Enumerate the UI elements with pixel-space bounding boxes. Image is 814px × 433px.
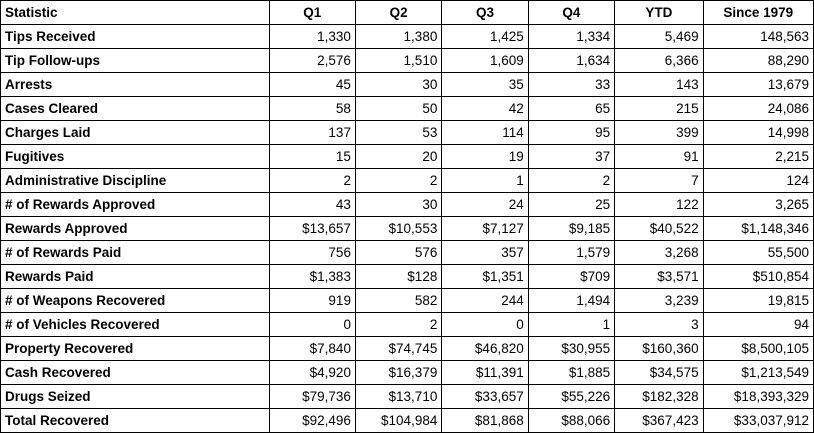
cell-ytd: 215 xyxy=(615,97,703,121)
cell-q2: 30 xyxy=(355,73,441,97)
table-row xyxy=(1,169,814,193)
row-label: # of Vehicles Recovered xyxy=(1,313,270,337)
table-row xyxy=(1,313,814,337)
cell-since-1979: 88,290 xyxy=(703,49,813,73)
cell-q1: 919 xyxy=(269,289,355,313)
cell-ytd: 3 xyxy=(615,313,703,337)
cell-q4: $1,885 xyxy=(528,361,614,385)
cell-q2: 1,510 xyxy=(355,49,441,73)
cell-q3: $1,351 xyxy=(442,265,528,289)
table-row xyxy=(1,193,814,217)
cell-since-1979: 13,679 xyxy=(703,73,813,97)
cell-q3: $33,657 xyxy=(442,385,528,409)
row-label: Tips Received xyxy=(1,25,270,49)
cell-since-1979: 94 xyxy=(703,313,813,337)
table-row xyxy=(1,241,814,265)
cell-q3: $46,820 xyxy=(442,337,528,361)
cell-q2: 30 xyxy=(355,193,441,217)
cell-q4: $30,955 xyxy=(528,337,614,361)
row-label: Tip Follow-ups xyxy=(1,49,270,73)
row-label: # of Rewards Approved xyxy=(1,193,270,217)
cell-q4: 33 xyxy=(528,73,614,97)
cell-since-1979: 55,500 xyxy=(703,241,813,265)
cell-ytd: $34,575 xyxy=(615,361,703,385)
cell-q1: $79,736 xyxy=(269,385,355,409)
cell-q2: $13,710 xyxy=(355,385,441,409)
cell-q3: $81,868 xyxy=(442,409,528,433)
cell-q1: 43 xyxy=(269,193,355,217)
cell-q4: $709 xyxy=(528,265,614,289)
cell-q4: 25 xyxy=(528,193,614,217)
table-row xyxy=(1,361,814,385)
cell-q4: 37 xyxy=(528,145,614,169)
column-header-ytd: YTD xyxy=(615,1,703,25)
cell-q3: 244 xyxy=(442,289,528,313)
cell-q2: $104,984 xyxy=(355,409,441,433)
cell-since-1979: 19,815 xyxy=(703,289,813,313)
cell-q2: 2 xyxy=(355,169,441,193)
cell-q3: 42 xyxy=(442,97,528,121)
cell-q3: 1 xyxy=(442,169,528,193)
column-header-q2: Q2 xyxy=(355,1,441,25)
row-label: Fugitives xyxy=(1,145,270,169)
cell-q3: 1,425 xyxy=(442,25,528,49)
row-label: Total Recovered xyxy=(1,409,270,433)
cell-q3: 0 xyxy=(442,313,528,337)
column-header-q1: Q1 xyxy=(269,1,355,25)
cell-ytd: 5,469 xyxy=(615,25,703,49)
row-label: Rewards Paid xyxy=(1,265,270,289)
cell-q1: 45 xyxy=(269,73,355,97)
cell-ytd: $182,328 xyxy=(615,385,703,409)
table-row xyxy=(1,97,814,121)
cell-q1: 2,576 xyxy=(269,49,355,73)
cell-q2: $128 xyxy=(355,265,441,289)
cell-q2: $16,379 xyxy=(355,361,441,385)
cell-q1: 756 xyxy=(269,241,355,265)
cell-ytd: $40,522 xyxy=(615,217,703,241)
cell-q4: 95 xyxy=(528,121,614,145)
row-label: # of Weapons Recovered xyxy=(1,289,270,313)
cell-q3: 114 xyxy=(442,121,528,145)
cell-since-1979: $510,854 xyxy=(703,265,813,289)
cell-q1: 0 xyxy=(269,313,355,337)
row-label: Cash Recovered xyxy=(1,361,270,385)
row-label: Charges Laid xyxy=(1,121,270,145)
table-row xyxy=(1,409,814,433)
cell-ytd: 7 xyxy=(615,169,703,193)
cell-ytd: $367,423 xyxy=(615,409,703,433)
cell-since-1979: 24,086 xyxy=(703,97,813,121)
table-body xyxy=(1,25,814,433)
cell-q4: $88,066 xyxy=(528,409,614,433)
cell-q2: 582 xyxy=(355,289,441,313)
cell-q2: 50 xyxy=(355,97,441,121)
cell-q3: 19 xyxy=(442,145,528,169)
cell-q3: 35 xyxy=(442,73,528,97)
row-label: # of Rewards Paid xyxy=(1,241,270,265)
cell-q3: $11,391 xyxy=(442,361,528,385)
cell-ytd: 3,239 xyxy=(615,289,703,313)
column-header-q4: Q4 xyxy=(528,1,614,25)
table-row xyxy=(1,217,814,241)
cell-q1: 15 xyxy=(269,145,355,169)
column-header-since-1979: Since 1979 xyxy=(703,1,813,25)
cell-q3: $7,127 xyxy=(442,217,528,241)
table-row xyxy=(1,73,814,97)
cell-q2: 20 xyxy=(355,145,441,169)
cell-q4: $9,185 xyxy=(528,217,614,241)
cell-since-1979: 2,215 xyxy=(703,145,813,169)
cell-q1: 2 xyxy=(269,169,355,193)
cell-q1: $4,920 xyxy=(269,361,355,385)
table-header-row xyxy=(1,1,814,25)
cell-since-1979: $18,393,329 xyxy=(703,385,813,409)
table-row xyxy=(1,385,814,409)
table-row xyxy=(1,145,814,169)
cell-ytd: $3,571 xyxy=(615,265,703,289)
cell-since-1979: 3,265 xyxy=(703,193,813,217)
cell-ytd: 143 xyxy=(615,73,703,97)
cell-q4: 1,579 xyxy=(528,241,614,265)
cell-q3: 24 xyxy=(442,193,528,217)
cell-q2: $74,745 xyxy=(355,337,441,361)
row-label: Drugs Seized xyxy=(1,385,270,409)
cell-ytd: 91 xyxy=(615,145,703,169)
row-label: Arrests xyxy=(1,73,270,97)
cell-q1: $7,840 xyxy=(269,337,355,361)
cell-q4: 1,634 xyxy=(528,49,614,73)
cell-since-1979: 148,563 xyxy=(703,25,813,49)
cell-q2: 2 xyxy=(355,313,441,337)
cell-q1: $1,383 xyxy=(269,265,355,289)
cell-q2: 53 xyxy=(355,121,441,145)
cell-q1: $92,496 xyxy=(269,409,355,433)
cell-q1: $13,657 xyxy=(269,217,355,241)
cell-q3: 357 xyxy=(442,241,528,265)
cell-q2: 576 xyxy=(355,241,441,265)
table-row xyxy=(1,337,814,361)
cell-q3: 1,609 xyxy=(442,49,528,73)
cell-ytd: $160,360 xyxy=(615,337,703,361)
table-header xyxy=(1,1,814,25)
table-row xyxy=(1,25,814,49)
cell-q4: 1,334 xyxy=(528,25,614,49)
cell-q2: $10,553 xyxy=(355,217,441,241)
cell-ytd: 3,268 xyxy=(615,241,703,265)
table-row xyxy=(1,265,814,289)
cell-ytd: 6,366 xyxy=(615,49,703,73)
cell-since-1979: $1,213,549 xyxy=(703,361,813,385)
cell-since-1979: $33,037,912 xyxy=(703,409,813,433)
cell-q1: 137 xyxy=(269,121,355,145)
column-header-q3: Q3 xyxy=(442,1,528,25)
cell-since-1979: 14,998 xyxy=(703,121,813,145)
cell-q1: 1,330 xyxy=(269,25,355,49)
cell-q2: 1,380 xyxy=(355,25,441,49)
cell-q4: $55,226 xyxy=(528,385,614,409)
row-label: Cases Cleared xyxy=(1,97,270,121)
cell-q4: 2 xyxy=(528,169,614,193)
cell-q4: 1 xyxy=(528,313,614,337)
cell-q4: 65 xyxy=(528,97,614,121)
column-header-statistic: Statistic xyxy=(1,1,270,25)
table-row xyxy=(1,121,814,145)
cell-ytd: 399 xyxy=(615,121,703,145)
table-row xyxy=(1,49,814,73)
cell-since-1979: 124 xyxy=(703,169,813,193)
cell-since-1979: $8,500,105 xyxy=(703,337,813,361)
cell-ytd: 122 xyxy=(615,193,703,217)
row-label: Property Recovered xyxy=(1,337,270,361)
cell-q1: 58 xyxy=(269,97,355,121)
table-row xyxy=(1,289,814,313)
cell-q4: 1,494 xyxy=(528,289,614,313)
row-label: Administrative Discipline xyxy=(1,169,270,193)
row-label: Rewards Approved xyxy=(1,217,270,241)
cell-since-1979: $1,148,346 xyxy=(703,217,813,241)
